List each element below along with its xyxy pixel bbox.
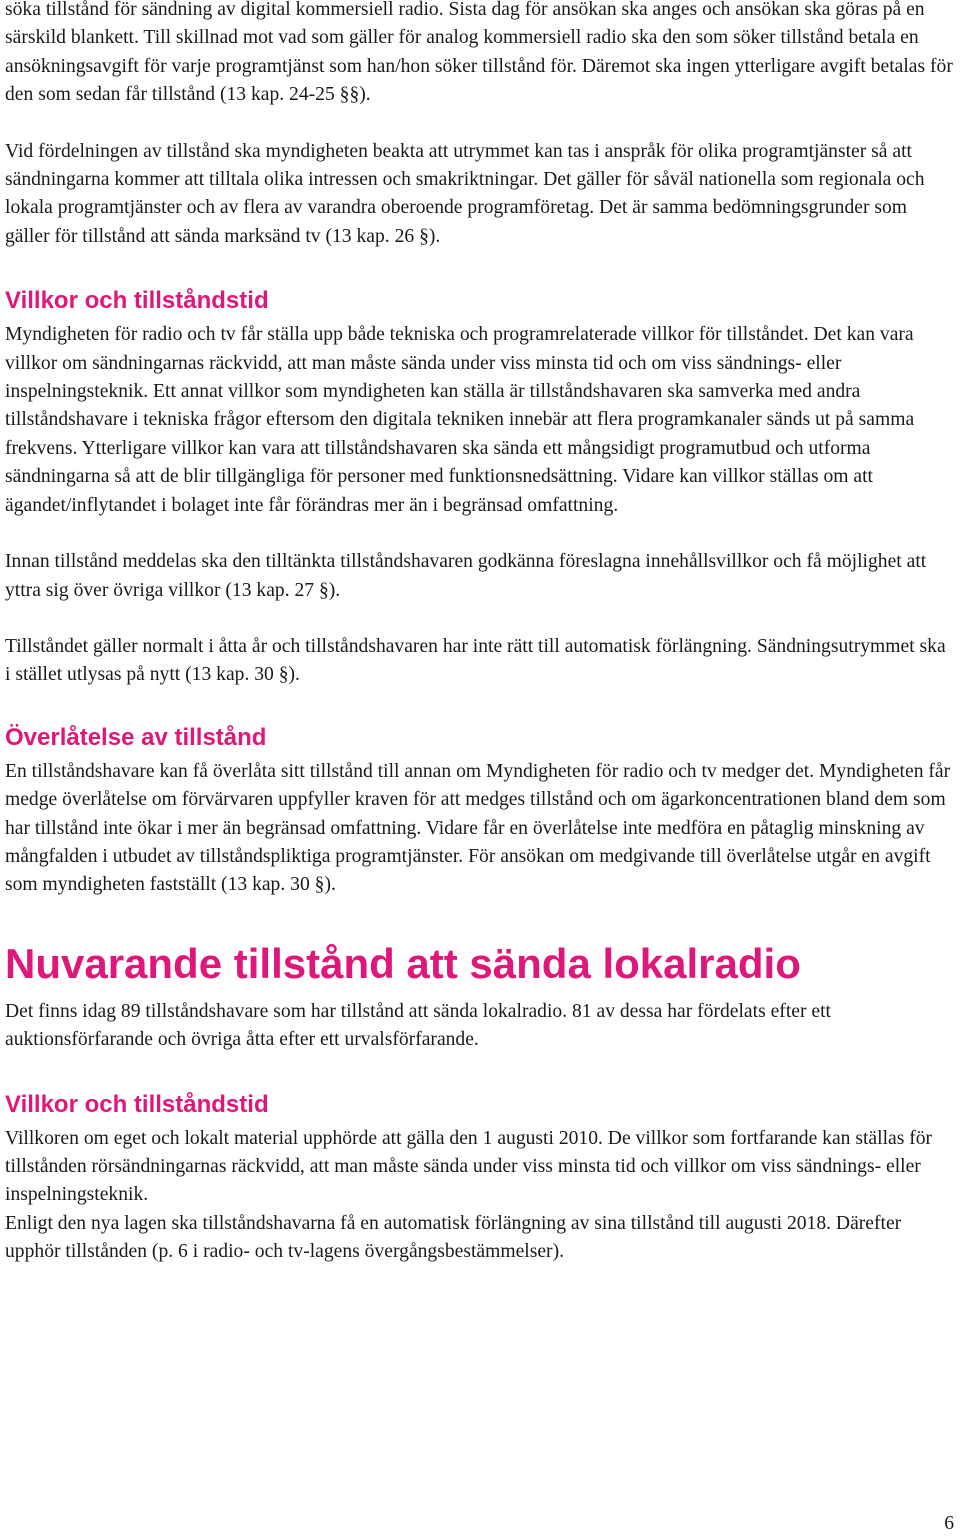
heading-gap — [5, 988, 955, 998]
paragraph-automatic-extension: Enligt den nya lagen ska tillståndshavarna få en automatisk förlängning av sina tillstånd till augusti 2018. Därefter upphör tillstånden (p. 6 i radio- och tv-lagens övergångsbestämmelser). — [5, 1212, 902, 1263]
paragraph-local-conditions: Villkoren om eget och lokalt material upphörde att gälla den 1 augusti 2010. De villkor som fortfarande kan ställas för tillstånden rörsändningarnas räckvidd, att man måste sända under viss minsta tid och villkor om viss sändnings- eller inspelningsteknik. — [5, 1127, 933, 1206]
section-gap — [5, 251, 955, 287]
paragraph-application-fee: söka tillstånd för sändning av digital kommersiell radio. Sista dag för ansökan ska anges och ansökan ska göras på en särskild blankett. Till skillnad mot vad som gäller för analog kommersiell radio ska den som söker tillstånd betala en ansökningsavgift för varje programtjänst som han/hon söker tillstånd för. Däremot ska ingen ytterligare avgift betalas för den som sedan får tillstånd (13 kap. 24-25 §§). — [5, 0, 953, 106]
paragraph-gap — [5, 520, 955, 548]
paragraph-distribution: Vid fördelningen av tillstånd ska myndigheten beakta att utrymmet kan tas i anspråk för olika programtjänster så att sändningarna kommer att tilltala olika intressen och smakriktningar. Det gäller för såväl nationella som regionala och lokala programtjänster och av flera av varandra oberoende programföretag. Det är samma bedömningsgrunder som gäller för tillstånd att sända marksänd tv (13 kap. 26 §). — [5, 140, 925, 247]
paragraph-gap — [5, 110, 955, 138]
paragraph-transfer: En tillståndshavare kan få överlåta sitt tillstånd till annan om Myndigheten för radio och tv medger det. Myndigheten får medge överlåtelse om förvärvaren uppfyller kraven för att medges tillstånd och om ägarkoncentrationen bland dem som har tillstånd inte ökar i mer än begränsad omfattning. Vidare får en överlåtelse inte medföra en påtaglig minskning av mångfalden i utbudet av tillståndspliktiga programtjänster. För ansökan om medgivande till överlåtelse utgår en avgift som myndigheten fastställt (13 kap. 30 §). — [5, 760, 951, 896]
paragraph-validity: Tillståndet gäller normalt i åtta år och tillståndshavaren har inte rätt till automatisk förlängning. Sändningsutrymmet ska i stället utlysas på nytt (13 kap. 30 §). — [5, 635, 946, 686]
section-gap — [5, 900, 955, 940]
paragraph-conditions: Myndigheten för radio och tv får ställa upp både tekniska och programrelaterade villkor för tillståndet. Det kan vara villkor om sändningarnas räckvidd, att man måste sända under viss minsta tid och om viss sändnings- eller inspelningsteknik. Ett annat villkor som myndigheten kan ställa är tillståndshavaren ska samverka med andra tillståndshavare i tekniska frågor eftersom den digitala tekniken innebär att flera programkanaler sänds ut på samma frekvens. Ytterligare villkor kan vara att tillståndshavaren ska sända ett mångsidigt programutbud och utforma sändningarna så att de blir tillgängliga för personer med funktionsnedsättning. Vidare kan villkor ställas om att ägandet/inflytandet i bolaget inte får förändras mer än i begränsad omfattning. — [5, 324, 915, 516]
page-number: 6 — [944, 1513, 954, 1534]
section-gap — [5, 1055, 955, 1091]
main-heading-current-licenses: Nuvarande tillstånd att sända lokalradio — [5, 939, 801, 987]
section-heading-transfer: Överlåtelse av tillstånd — [5, 723, 267, 751]
section-heading-conditions-local: Villkor och tillståndstid — [5, 1090, 269, 1118]
paragraph-content-conditions: Innan tillstånd meddelas ska den tilltänkta tillståndshavaren godkänna föreslagna innehållsvillkor och få möjlighet att yttra sig över övriga villkor (13 kap. 27 §). — [5, 551, 927, 601]
document-page — [5, 0, 955, 1267]
section-heading-conditions: Villkor och tillståndstid — [5, 287, 269, 315]
paragraph-gap — [5, 605, 955, 633]
section-gap — [5, 690, 955, 724]
paragraph-current-licenses: Det finns idag 89 tillståndshavare som har tillstånd att sända lokalradio. 81 av dessa har fördelats efter ett auktionsförfarande och övriga åtta efter ett urvalsförfarande. — [5, 1000, 831, 1051]
